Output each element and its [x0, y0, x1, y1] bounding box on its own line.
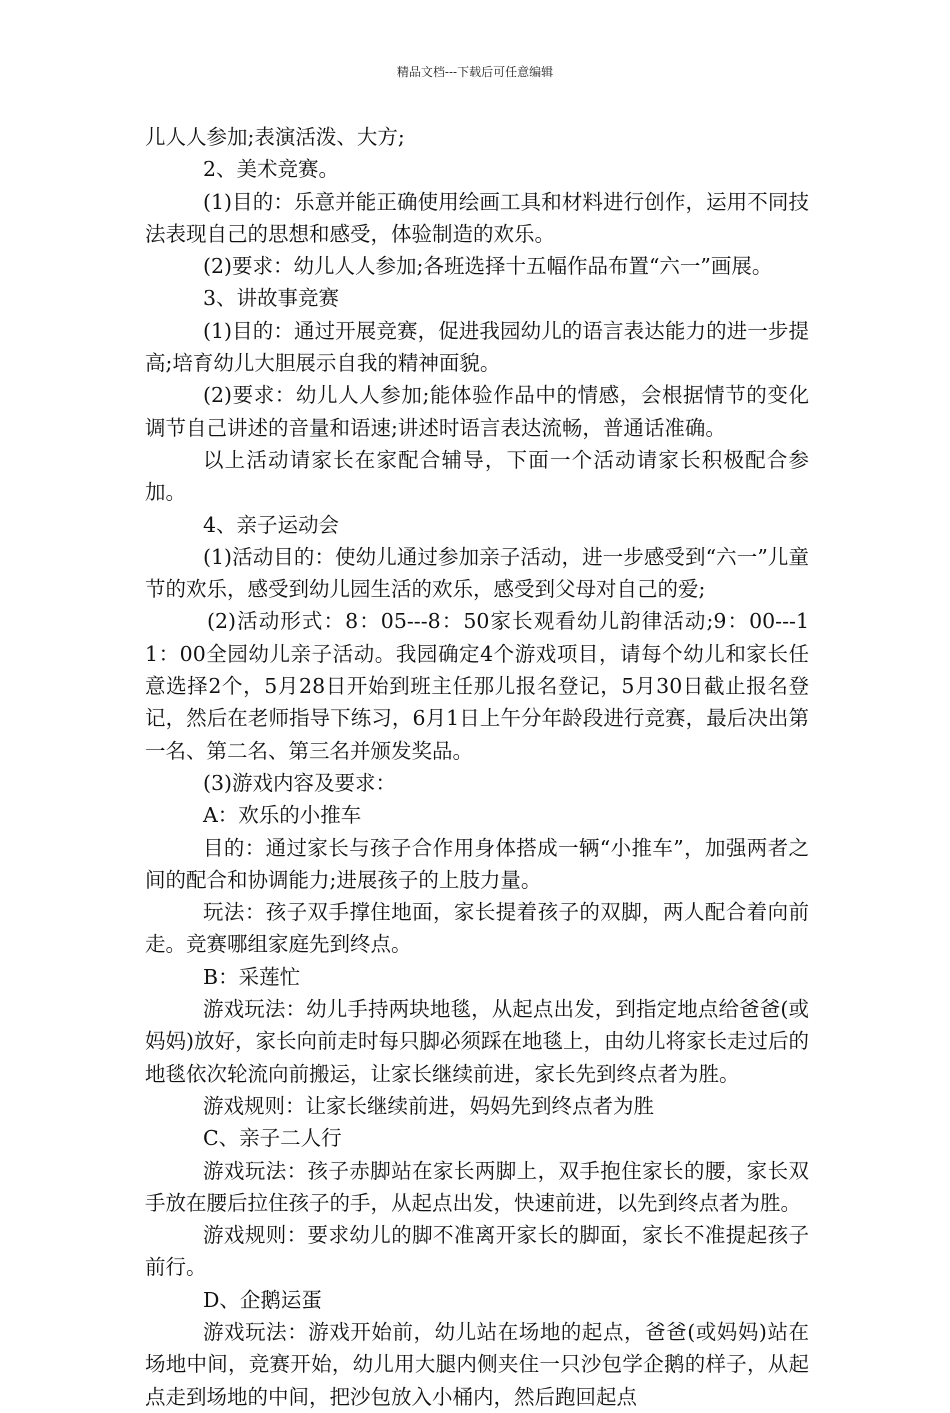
paragraph: 以上活动请家长在家配合辅导，下面一个活动请家长积极配合参加。 — [145, 447, 809, 505]
section-heading-sports-meet: 4、亲子运动会 — [203, 512, 340, 537]
paragraph: 目的：通过家长与孩子合作用身体搭成一辆“小推车”，加强两者之间的配合和协调能力;进展孩子的上肢力量。 — [145, 835, 809, 892]
section-heading-storytelling: 3、讲故事竞赛 — [203, 286, 340, 311]
paragraph: 游戏规则：要求幼儿的脚不准离开家长的脚面，家长不准提起孩子前行。 — [145, 1223, 809, 1280]
document-body — [145, 121, 809, 1413]
game-heading-a: A：欢乐的小推车 — [203, 803, 362, 828]
paragraph: (1)活动目的：使幼儿通过参加亲子活动，进一步感受到“六一”儿童节的欢乐，感受到幼儿园生活的欢乐，感受到父母对自己的爱; — [145, 544, 809, 602]
paragraph: (3)游戏内容及要求： — [203, 770, 397, 795]
paragraph: 游戏玩法：孩子赤脚站在家长两脚上，双手抱住家长的腰，家长双手放在腰后拉住孩子的手，从起点出发，快速前进，以先到终点者为胜。 — [145, 1158, 809, 1215]
game-heading-b: B：采莲忙 — [203, 964, 301, 989]
paragraph: (2)要求：幼儿人人参加;各班选择十五幅作品布置“六一”画展。 — [203, 254, 773, 279]
page-header: 精品文档---下载后可任意编辑 — [396, 65, 554, 79]
paragraph: 游戏玩法：幼儿手持两块地毯，从起点出发，到指定地点给爸爸(或妈妈)放好，家长向前走时每只脚必须踩在地毯上，由幼儿将家长走过后的地毯依次轮流向前搬运，让家长继续前进，家长先到终点者为胜。 — [145, 997, 809, 1086]
game-heading-c: C、亲子二人行 — [203, 1126, 342, 1151]
section-heading-art-competition: 2、美术竞赛。 — [203, 157, 340, 182]
paragraph: 玩法：孩子双手撑住地面，家长提着孩子的双脚，两人配合着向前走。竞赛哪组家庭先到终点。 — [145, 900, 809, 957]
paragraph: 游戏规则：让家长继续前进，妈妈先到终点者为胜 — [203, 1093, 654, 1118]
paragraph: (2)要求：幼儿人人参加;能体验作品中的情感，会根据情节的变化调节自己讲述的音量和语速;讲述时语言表达流畅，普通话准确。 — [145, 383, 809, 440]
paragraph: (1)目的：通过开展竞赛，促进我园幼儿的语言表达能力的进一步提高;培育幼儿大胆展示自我的精神面貌。 — [145, 318, 809, 376]
game-heading-d: D、企鹅运蛋 — [203, 1287, 322, 1312]
paragraph: 游戏玩法：游戏开始前，幼儿站在场地的起点，爸爸(或妈妈)站在场地中间，竞赛开始，幼儿用大腿内侧夹住一只沙包学企鹅的样子，从起点走到场地的中间，把沙包放入小桶内，然后跑回起点 — [145, 1319, 809, 1409]
paragraph: (2)活动形式：8：05---8：50家长观看幼儿韵律活动;9：00---11：00全园幼儿亲子活动。我园确定4个游戏项目，请每个幼儿和家长任意选择2个，5月28日开始到班主任那儿报名登记，5月30日截止报名登记，然后在老师指导下练习，6月1日上午分年龄段进行竞赛，最后决出第一名、第二名、第三名并颁发奖品。 — [145, 609, 809, 763]
paragraph: (1)目的：乐意并能正确使用绘画工具和材料进行创作，运用不同技法表现自己的思想和感受，体验制造的欢乐。 — [145, 189, 809, 246]
paragraph: 儿人人参加;表演活泼、大方; — [145, 125, 405, 149]
